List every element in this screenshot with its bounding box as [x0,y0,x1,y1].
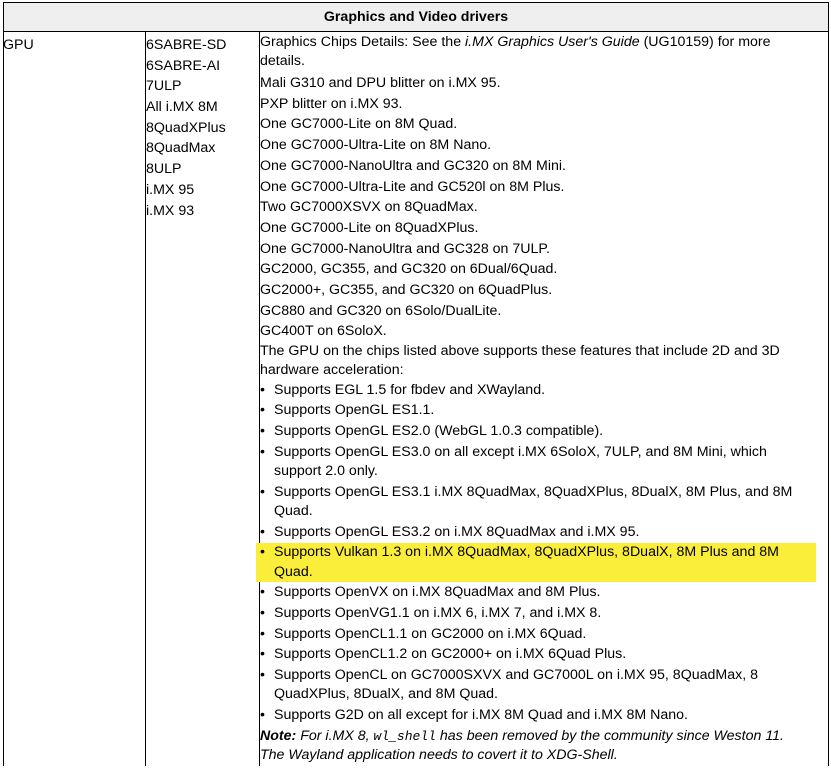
platform-item: 8ULP [146,161,182,178]
feature-item: • Supports OpenVG1.1 on i.MX 6, i.MX 7, and i.MX 8. [260,604,812,623]
platform-item: 8QuadXPlus [146,119,226,136]
chip-line: One GC7000-NanoUltra and GC328 on 7ULP. [260,240,550,257]
chip-line: Two GC7000XSVX on 8QuadMax. [260,199,478,216]
platform-item: i.MX 93 [146,202,195,219]
intro-text: Graphics Chips Details: See the [260,34,466,50]
features-list [260,381,812,726]
note-text: For i.MX 8, [296,727,374,744]
chip-line: One GC7000-Ultra-Lite on 8M Nano. [260,137,492,154]
platform-item: All i.MX 8M [146,99,218,116]
component-cell: GPU [3,37,34,53]
platform-item: 8QuadMax [146,140,216,157]
chip-line: One GC7000-Ultra-Lite and GC520l on 8M Plus. [260,178,565,195]
platform-item: 7ULP [146,78,182,95]
chip-line: PXP blitter on i.MX 93. [260,95,403,112]
feature-item: • Supports OpenGL ES1.1. [260,401,812,420]
note-text-suffix: has been removed by the community since Weston 11. The Wayland application needs to covert it to XDG-Shell. [260,727,784,764]
feature-item: • Supports OpenVX on i.MX 8QuadMax and 8M Plus. [260,583,812,602]
intro-paragraph [260,33,812,72]
feature-item: • Supports OpenGL ES2.0 (WebGL 1.0.3 compatible). [260,422,812,441]
feature-item: • Supports OpenGL ES3.2 on i.MX 8QuadMax and i.MX 95. [260,523,812,542]
features-intro: The GPU on the chips listed above supports these features that include 2D and 3D hardware acceleration: [260,343,780,379]
details-cell [260,33,812,765]
feature-item: • Supports OpenCL1.1 on GC2000 on i.MX 6Quad. [260,625,812,644]
guide-title-link[interactable]: i.MX Graphics User's Guide [465,34,640,50]
platforms-cell [146,35,226,221]
note-label: Note: [260,727,297,744]
chip-line: One GC7000-NanoUltra and GC320 on 8M Mini. [260,157,566,174]
note [260,727,812,766]
feature-item: • Supports G2D on all except for i.MX 8M Quad and i.MX 8M Nano. [260,706,812,725]
chip-line: GC400T on 6SoloX. [260,323,387,340]
chip-line: Mali G310 and DPU blitter on i.MX 95. [260,74,501,91]
feature-item: • Supports EGL 1.5 for fbdev and XWayland. [260,381,812,400]
feature-item: • Supports OpenCL1.2 on GC2000+ on i.MX 6Quad Plus. [260,645,812,664]
intro-text-suffix: (UG10159) for more details. [260,34,771,70]
platform-item: 6SABRE-SD [146,37,227,53]
chip-line: GC880 and GC320 on 6Solo/DualLite. [260,302,502,319]
chip-line: GC2000, GC355, and GC320 on 6Dual/6Quad. [260,261,558,278]
feature-item: • Supports OpenGL ES3.0 on all except i.MX 6SoloX, 7ULP, and 8M Mini, which support 2.0 only. [260,443,812,482]
platform-item: i.MX 95 [146,181,195,198]
feature-item: • Supports OpenGL ES3.1 i.MX 8QuadMax, 8QuadXPlus, 8DualX, 8M Plus, and 8M Quad. [260,483,812,522]
feature-item: • Supports OpenCL on GC7000SXVX and GC7000L on i.MX 95, 8QuadMax, 8 QuadXPlus, 8DualX, and 8M Quad. [260,666,812,705]
section-title: Graphics and Video drivers [4,3,828,32]
chip-line: One GC7000-Lite on 8M Quad. [260,116,458,133]
chip-line: GC2000+, GC355, and GC320 on 6QuadPlus. [260,282,553,299]
platform-item: 6SABRE-AI [146,57,221,74]
feature-item-highlighted: • Supports Vulkan 1.3 on i.MX 8QuadMax, 8QuadXPlus, 8DualX, 8M Plus and 8M Quad. [256,543,816,582]
chip-line: One GC7000-Lite on 8QuadXPlus. [260,219,479,236]
note-code: wl_shell [373,728,436,744]
